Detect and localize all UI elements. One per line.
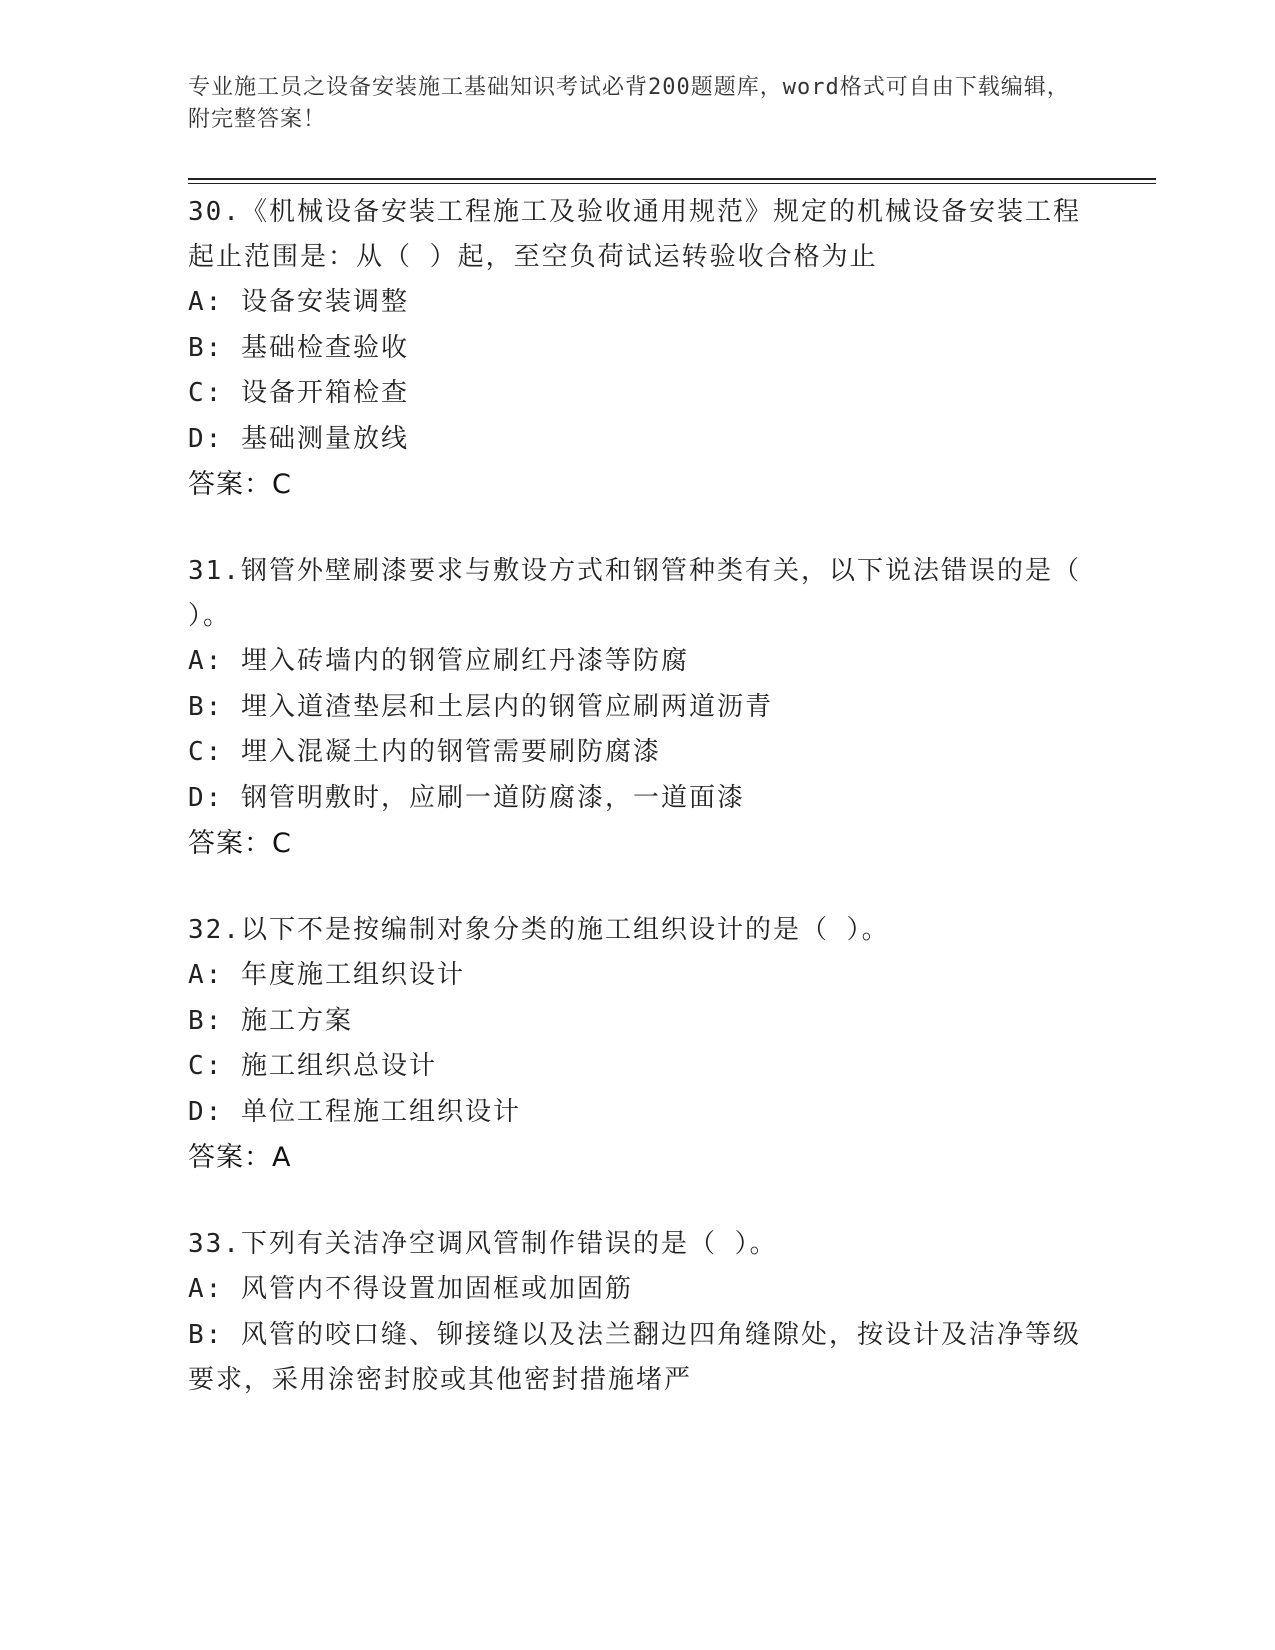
header-rule-thick (188, 178, 1156, 180)
question-32 (188, 908, 1088, 1180)
question-stem: 32.以下不是按编制对象分类的施工组织设计的是（ ）。 (188, 915, 890, 945)
option-a: A: 年度施工组织设计 (188, 960, 465, 990)
option-b: B: 风管的咬口缝、铆接缝以及法兰翻边四角缝隙处，按设计及洁净等级要求，采用涂密封胶或其他密封措施堵严 (188, 1319, 1081, 1395)
option-a: A: 埋入砖墙内的钢管应刷红丹漆等防腐 (188, 646, 689, 676)
option-d: D: 单位工程施工组织设计 (188, 1096, 521, 1127)
option-b: B: 基础检查验收 (188, 332, 409, 363)
option-c: C: 施工组织总设计 (188, 1051, 437, 1081)
question-33 (188, 1222, 1088, 1404)
question-stem: 33.下列有关洁净空调风管制作错误的是（ ）。 (188, 1229, 778, 1259)
answer-line: 答案：C (188, 469, 292, 500)
question-list (188, 190, 1088, 1446)
option-a: A: 设备安装调整 (188, 287, 409, 317)
question-stem: 30.《机械设备安装工程施工及验收通用规范》规定的机械设备安装工程起止范围是：从（ ）起，至空负荷试运转验收合格为止 (188, 197, 1081, 272)
option-d: D: 基础测量放线 (188, 423, 409, 454)
question-31 (188, 549, 1088, 866)
option-d: D: 钢管明敷时，应刷一道防腐漆，一道面漆 (188, 782, 745, 813)
header-rule-thin (188, 183, 1156, 184)
option-c: C: 设备开箱检查 (188, 378, 409, 408)
option-c: C: 埋入混凝土内的钢管需要刷防腐漆 (188, 737, 661, 767)
answer-line: 答案：A (188, 1142, 292, 1173)
question-30 (188, 190, 1088, 507)
answer-line: 答案：C (188, 828, 292, 859)
option-b: B: 埋入道渣垫层和土层内的钢管应刷两道沥青 (188, 691, 773, 722)
page-header-text: 专业施工员之设备安装施工基础知识考试必背200题题库，word格式可自由下载编辑，附完整答案！ (188, 75, 1070, 132)
option-b: B: 施工方案 (188, 1005, 353, 1036)
option-a: A: 风管内不得设置加固框或加固筋 (188, 1274, 633, 1304)
question-stem: 31.钢管外壁刷漆要求与敷设方式和钢管种类有关，以下说法错误的是（ ）。 (188, 556, 1081, 631)
